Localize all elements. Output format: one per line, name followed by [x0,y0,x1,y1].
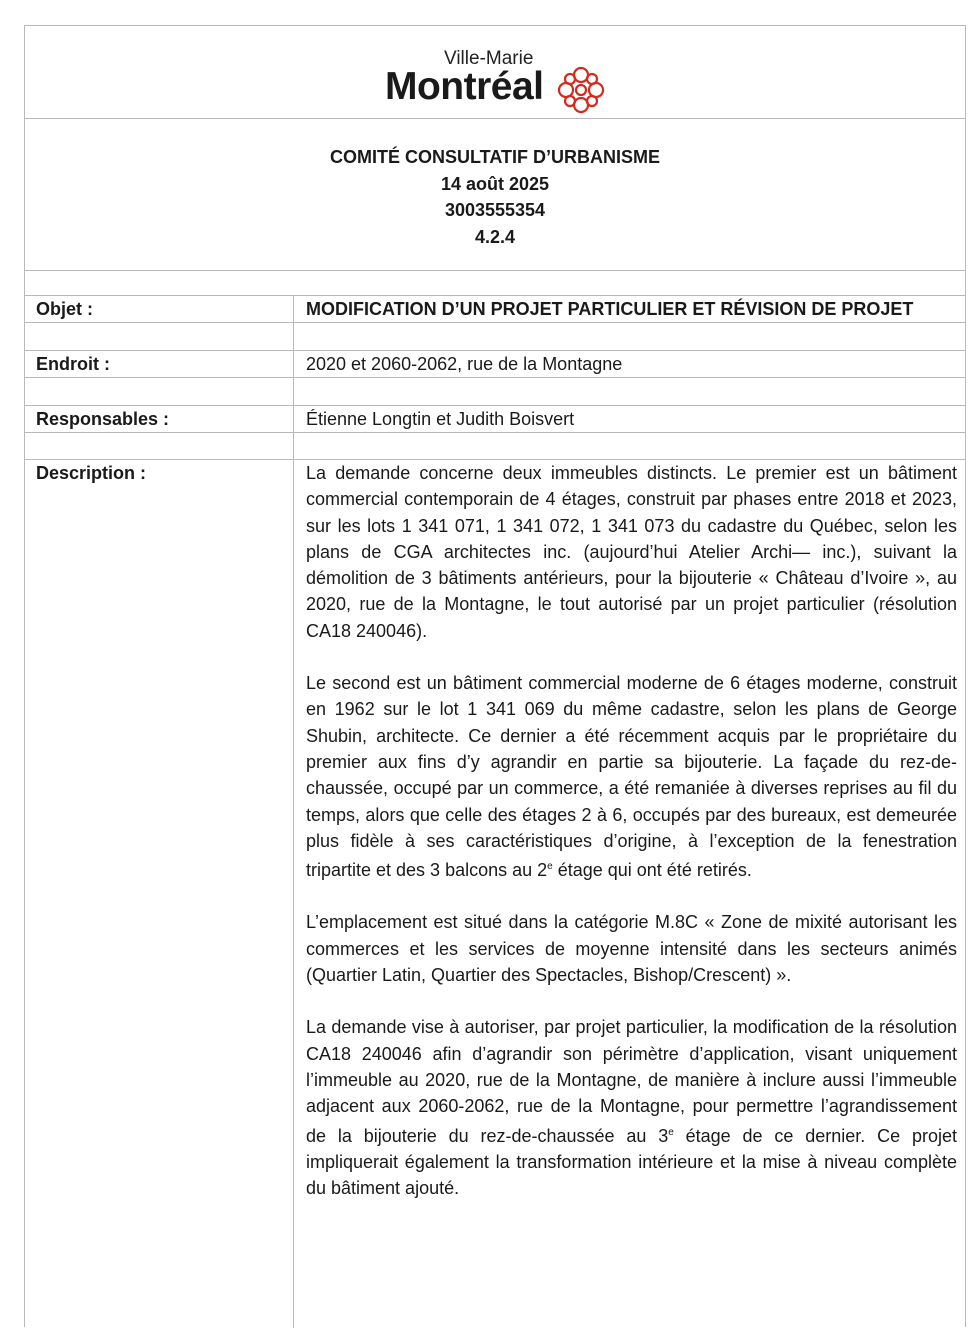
description-paragraph-2: Le second est un bâtiment commercial moderne de 6 étages moderne, construit en 1962 sur le lot 1 341 069 du même cadastre, selon les plans de George Shubin, architecte. Ce dernier a été récemment acquis par le propriétaire du premier aux fins d’y agrandir en partie sa bijouterie. La façade du rez-de-chaussée, occupé par un commerce, a été remaniée à diverses reprises au fil du temps, alors que celle des étages 2 à 6, occupés par des bureaux, est demeurée plus fidèle à ses caractéristiques d’origine, à l’exception de la fenestration tripartite et des 3 balcons au 2e étage qui ont été retirés. [306,673,957,881]
divider [25,118,965,119]
objet-label: Objet : [36,299,93,319]
divider [25,405,965,406]
meeting-date: 14 août 2025 [440,173,550,194]
divider [25,377,965,378]
committee-title: COMITÉ CONSULTATIF D’URBANISME [330,147,660,167]
committee-header [25,144,965,250]
agenda-item-number: 4.2.4 [474,226,516,247]
divider [25,432,965,433]
divider [25,270,965,271]
divider [25,295,965,296]
description-paragraph-1: La demande concerne deux immeubles distincts. Le premier est un bâtiment commercial contemporain de 4 étages, construit par phases entre 2018 et 2023, sur les lots 1 341 071, 1 341 072, 1 341 073 du cadastre du Québec, selon les plans de CGA architectes inc. (aujourd’hui Atelier Archi— inc.), suivant la démolition de 3 bâtiments antérieurs, pour la bijouterie « Château d’Ivoire », au 2020, rue de la Montagne, le tout autorisé par un projet particulier (résolution CA18 240046). [306,463,957,641]
logo-montreal-text: Montréal [385,65,544,108]
description-paragraph-3: L’emplacement est situé dans la catégorie M.8C « Zone de mixité autorisant les commerces et les services de moyenne intensité dans les secteurs animés (Quartier Latin, Quartier des Spectacles, Bishop/Crescent) ». [306,912,957,986]
divider [25,350,965,351]
description-paragraph-4: La demande vise à autoriser, par projet particulier, la modification de la résolution CA18 240046 afin d’agrandir son périmètre d’application, visant uniquement l’immeuble au 2020, rue de la Montagne, de manière à inclure aussi l’immeuble adjacent aux 2060-2062, rue de la Montagne, pour permettre l’agrandissement de la bijouterie du rez-de-chaussée au 3e étage de ce dernier. Ce projet impliquerait également la transformation intérieure et la mise à niveau complète du bâtiment ajouté. [306,1017,958,1199]
document-table [24,25,966,1327]
column-divider [293,295,294,1328]
montreal-rosette-icon [556,65,606,115]
divider [25,322,965,323]
logo-ville-marie-text: Ville-Marie [444,48,534,69]
file-number: 3003555354 [444,200,546,220]
responsables-label: Responsables : [36,409,170,429]
endroit-label: Endroit : [36,354,110,374]
objet-value: MODIFICATION D’UN PROJET PARTICULIER ET RÉVISION DE PROJET [306,299,914,319]
responsables-value: Étienne Longtin et Judith Boisvert [306,409,575,429]
description-text [306,460,957,1227]
ville-marie-montreal-logo [385,48,615,118]
endroit-value: 2020 et 2060-2062, rue de la Montagne [306,354,623,374]
description-label: Description : [36,463,147,483]
